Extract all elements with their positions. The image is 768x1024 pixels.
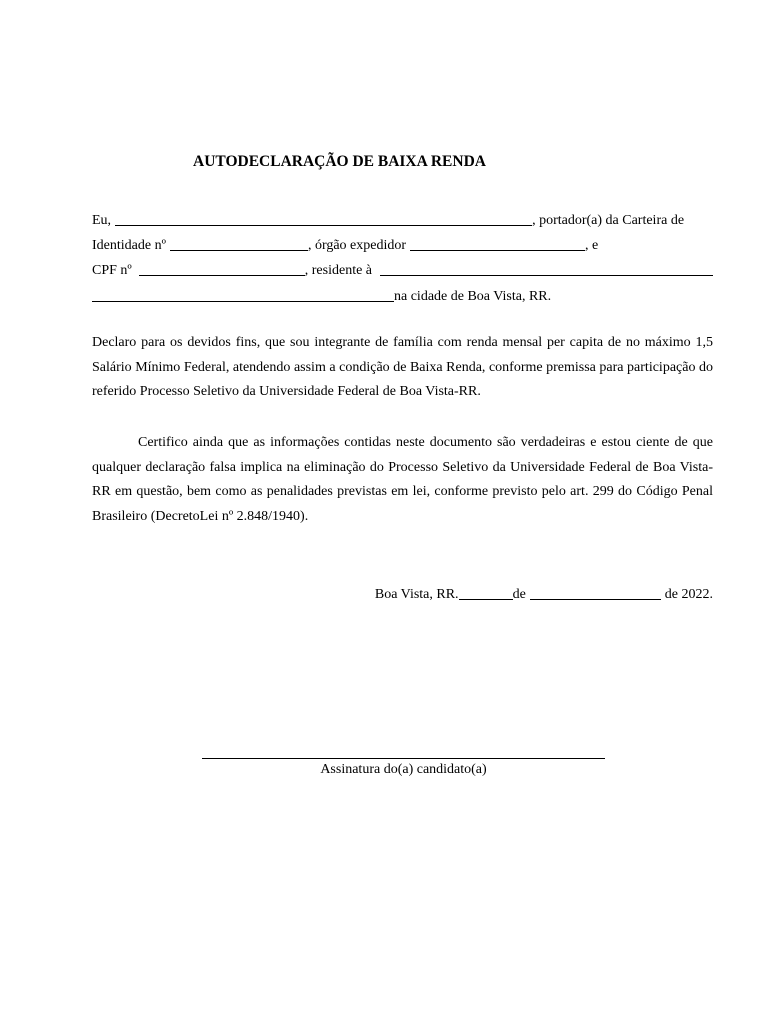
cpf-line [92, 259, 713, 279]
address-continuation-field[interactable] [92, 301, 394, 302]
date-year: de 2022. [664, 587, 713, 602]
day-field[interactable] [459, 599, 513, 600]
line2-end: , e [585, 238, 599, 253]
portador-text: , portador(a) da Carteira de [532, 213, 685, 228]
date-line [375, 583, 713, 603]
cpf-label: CPF nº [92, 263, 132, 278]
month-field[interactable] [530, 599, 661, 600]
address-continuation-line [92, 285, 713, 305]
orgao-label: , órgão expedidor [307, 238, 407, 253]
signature-line[interactable] [202, 758, 605, 759]
city-text: na cidade de Boa Vista, RR. [394, 289, 552, 304]
declaration-paragraph: Declaro para os devidos fins, que sou integrante de família com renda mensal per capita de no máximo 1,5 Salário Mínimo Federal, atendendo assim a condição de Baixa Renda, conforme premissa para participação do referido Processo Seletivo da Universidade Federal de Boa Vista-RR. [92, 335, 713, 399]
orgao-field[interactable] [410, 250, 585, 251]
cpf-field[interactable] [139, 275, 305, 276]
identidade-field[interactable] [170, 250, 308, 251]
name-prefix: Eu, [92, 213, 112, 228]
name-line [92, 209, 713, 229]
identity-line [92, 234, 713, 254]
residente-label: , residente à [304, 263, 373, 278]
certification-paragraph: Certifico ainda que as informações contidas neste documento são verdadeiras e estou ciente de que qualquer declaração falsa implica na eliminação do Processo Seletivo da Universidade Federal de Boa Vista-RR em questão, bem como as penalidades previstas em lei, conforme previsto pelo art. 299 do Código Penal Brasileiro (DecretoLei nº 2.848/1940). [92, 435, 713, 524]
document-title: AUTODECLARAÇÃO DE BAIXA RENDA [193, 153, 486, 170]
date-city: Boa Vista, RR. [374, 587, 459, 602]
address-field[interactable] [380, 275, 713, 276]
date-de: de [512, 587, 526, 602]
name-field[interactable] [115, 225, 532, 226]
identidade-label: Identidade nº [92, 238, 166, 253]
signature-label: Assinatura do(a) candidato(a) [320, 762, 487, 777]
